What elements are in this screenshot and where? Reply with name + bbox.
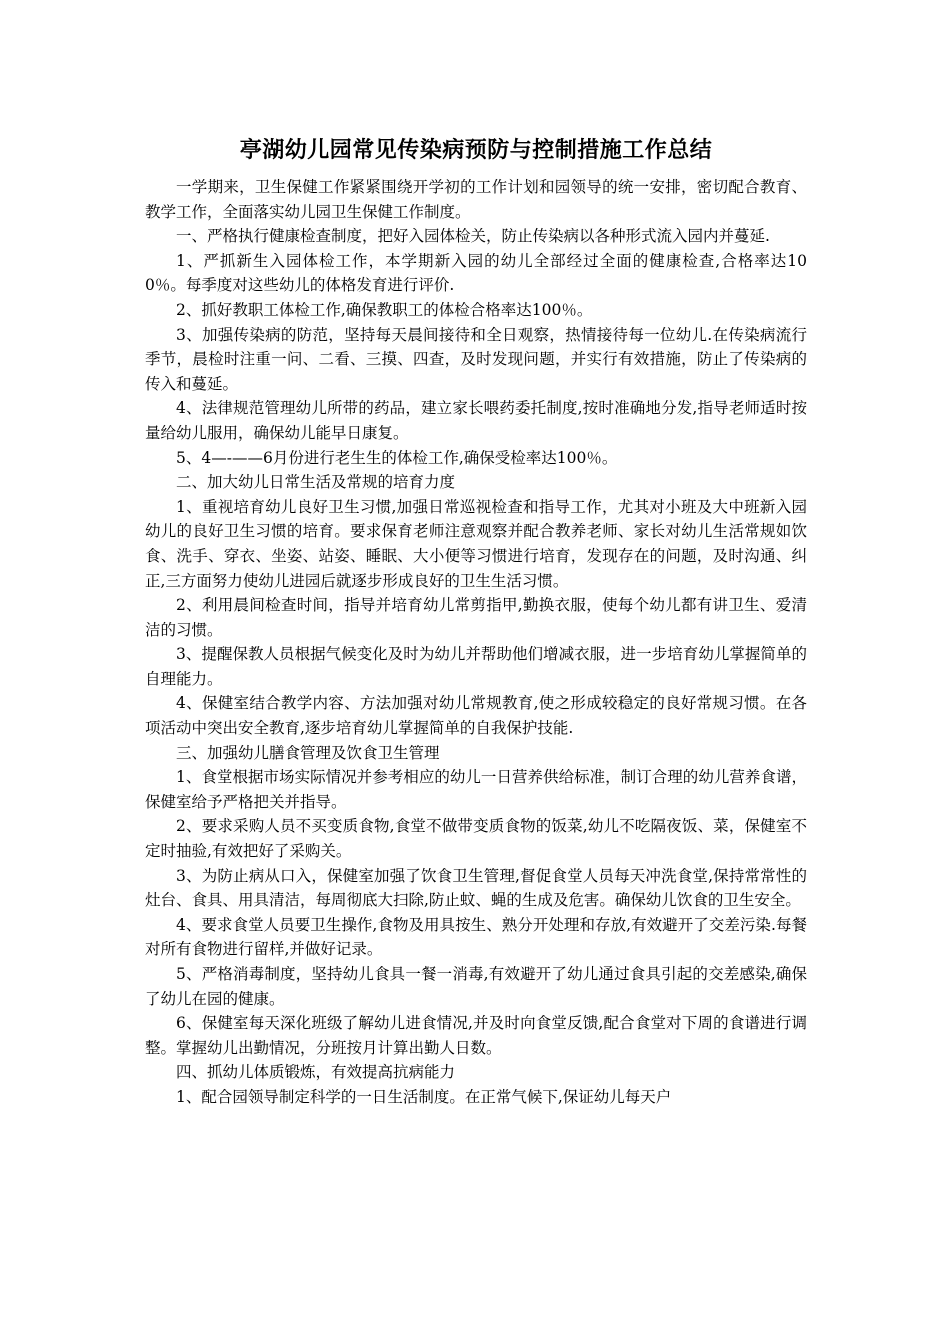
section-heading-4: 四、抓幼儿体质锻炼，有效提高抗病能力 bbox=[176, 1063, 456, 1082]
document-title: 亭湖幼儿园常见传染病预防与控制措施工作总结 bbox=[239, 137, 713, 163]
paragraph-1-3: 3、加强传染病的防范，坚持每天晨间接待和全日观察，热情接待每一位幼儿.在传染病流行季节，晨检时注重一问、二看、三摸、四查，及时发现问题，并实行有效措施，防止了传染病的传入和蔓延。 bbox=[145, 325, 807, 393]
paragraph-3-6: 6、保健室每天深化班级了解幼儿进食情况,并及时向食堂反馈,配合食堂对下周的食谱进行调整。掌握幼儿出勤情况，分班按月计算出勤人日数。 bbox=[145, 1014, 807, 1057]
paragraph-2-4: 4、保健室结合教学内容、方法加强对幼儿常规教育,使之形成较稳定的良好常规习惯。在各项活动中突出安全教育,逐步培育幼儿掌握简单的自我保护技能. bbox=[145, 694, 807, 738]
paragraph-3-3: 3、为防止病从口入，保健室加强了饮食卫生管理,督促食堂人员每天冲洗食堂,保持常常性的灶台、食具、用具清洁，每周彻底大扫除,防止蚊、蝇的生成及危害。确保幼儿饮食的卫生安全。 bbox=[145, 866, 807, 910]
paragraph-2-3: 3、提醒保教人员根据气候变化及时为幼儿并帮助他们增减衣服，进一步培育幼儿掌握简单的自理能力。 bbox=[145, 645, 807, 688]
paragraph-3-4: 4、要求食堂人员要卫生操作,食物及用具按生、熟分开处理和存放,有效避开了交差污染.每餐对所有食物进行留样,并做好记录。 bbox=[145, 915, 807, 959]
section-heading-1: 一、严格执行健康检查制度，把好入园体检关，防止传染病以各种形式流入园内并蔓延. bbox=[176, 227, 770, 246]
paragraph-1-4: 4、法律规范管理幼儿所带的药品，建立家长喂药委托制度,按时准确地分发,指导老师适时按量给幼儿服用，确保幼儿能早日康复。 bbox=[145, 399, 807, 442]
section-heading-3: 三、加强幼儿膳食管理及饮食卫生管理 bbox=[176, 743, 440, 762]
paragraph-3-1: 1、食堂根据市场实际情况并参考相应的幼儿一日营养供给标准，制订合理的幼儿营养食谱，保健室给予严格把关并指导。 bbox=[145, 768, 807, 811]
paragraph-intro: 一学期来，卫生保健工作紧紧围绕开学初的工作计划和园领导的统一安排，密切配合教育、教学工作，全面落实幼儿园卫生保健工作制度。 bbox=[145, 178, 807, 221]
document-page bbox=[145, 133, 807, 1110]
paragraph-2-2: 2、利用晨间检查时间，指导并培育幼儿常剪指甲,勤换衣服，使每个幼儿都有讲卫生、爱清洁的习惯。 bbox=[145, 596, 807, 639]
paragraph-1-5: 5、4—-——6月份进行老生生的体检工作,确保受检率达100％。 bbox=[176, 448, 618, 467]
paragraph-2-1: 1、重视培育幼儿良好卫生习惯,加强日常巡视检查和指导工作，尤其对小班及大中班新入园幼儿的良好卫生习惯的培育。要求保育老师注意观察并配合教养老师、家长对幼儿生活常规如饮食、洗手、穿衣、坐姿、站姿、睡眠、大小便等习惯进行培育，发现存在的问题，及时沟通、纠正,三方面努力使幼儿进园后就逐步形成良好的卫生生活习惯。 bbox=[145, 497, 807, 590]
paragraph-1-2: 2、抓好教职工体检工作,确保教职工的体检合格率达100％。 bbox=[176, 300, 593, 319]
paragraph-3-2: 2、要求采购人员不买变质食物,食堂不做带变质食物的饭菜,幼儿不吃隔夜饭、菜，保健室不定时抽验,有效把好了采购关。 bbox=[145, 817, 807, 861]
paragraph-1-1: 1、严抓新生入园体检工作，本学期新入园的幼儿全部经过全面的健康检查,合格率达100％。每季度对这些幼儿的体格发育进行评价. bbox=[145, 251, 807, 295]
paragraph-3-5: 5、严格消毒制度，坚持幼儿食具一餐一消毒,有效避开了幼儿通过食具引起的交差感染,确保了幼儿在园的健康。 bbox=[145, 965, 807, 1008]
section-heading-2: 二、加大幼儿日常生活及常规的培育力度 bbox=[176, 473, 456, 492]
paragraph-4-1: 1、配合园领导制定科学的一日生活制度。在正常气候下,保证幼儿每天户 bbox=[176, 1087, 672, 1106]
